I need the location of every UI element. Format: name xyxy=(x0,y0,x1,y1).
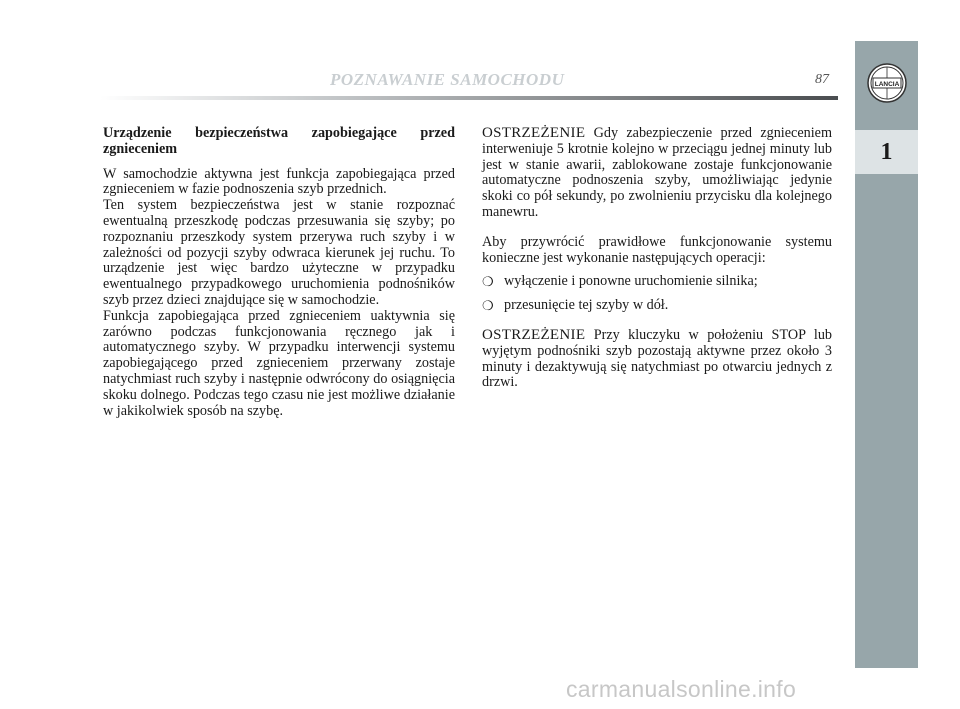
warning-label: OSTRZEŻENIE xyxy=(482,326,586,343)
restore-intro: Aby przywrócić prawidłowe funkcjonowanie systemu konieczne jest wykonanie następujących operacji: xyxy=(482,233,832,266)
list-item-text: przesunięcie tej szyby w dół. xyxy=(504,297,669,314)
warning-block-2 xyxy=(482,328,832,391)
bullet-circle-icon: ❍ xyxy=(482,274,494,290)
list-item xyxy=(482,298,832,314)
lancia-shield-icon xyxy=(865,59,909,109)
page-header-title: POZNAWANIE SAMOCHODU xyxy=(330,70,565,89)
left-column xyxy=(103,126,455,419)
warning-text: Przy kluczyku w położeniu STOP lub wyjętym podnośniki szyb pozostają aktywne przez około 3 minuty i dezaktywują się natychmiast po otwarciu jednych z drzwi. xyxy=(482,326,833,391)
paragraph-intro: W samochodzie aktywna jest funkcja zapobiegająca przed zgnieceniem w fazie podnoszenia szyb przednich. xyxy=(103,165,455,198)
warning-block-1 xyxy=(482,126,832,221)
chapter-number: 1 xyxy=(880,138,893,165)
lancia-logo xyxy=(855,41,918,127)
right-column xyxy=(482,126,832,391)
list-item xyxy=(482,274,832,290)
paragraph-system: Ten system bezpieczeństwa jest w stanie rozpoznać ewentualną przeszkodę podczas przesuwania się szyby; po rozpoznaniu przeszkody system przerywa ruch szyby i w zależności od pozycji szyby odwraca kierunek jej ruchu. To urządzenie jest więc bardzo użyteczne w przypadku ewentualnego przypadkowego uruchomienia podnośników szyb przez dzieci znajdujące się w samochodzie. xyxy=(103,197,455,308)
chapter-side-tab xyxy=(855,41,918,668)
list-item-text: wyłączenie i ponowne uruchomienie silnika; xyxy=(504,273,758,290)
warning-label: OSTRZEŻENIE xyxy=(482,125,586,141)
chapter-indicator xyxy=(855,130,918,174)
page-number: 87 xyxy=(815,72,829,87)
watermark: carmanualsonline.info xyxy=(566,676,797,702)
logo-text: LANCIA xyxy=(874,81,899,88)
warning-text: Gdy zabezpieczenie przed zgnieceniem interweniuje 5 krotnie kolejno w przeciągu jednej minuty lub jest w stanie awarii, zablokowane zostaje funkcjonowanie automatyczne podnoszenia szyby, umożliwiając jedynie skoki co pół sekundy, po zwolnieniu przycisku dla kolejnego manewru. xyxy=(482,125,832,220)
paragraph-function: Funkcja zapobiegająca przed zgnieceniem uaktywnia się zarówno podczas funkcjonowania ręcznego jak i automatycznego szyby. W przypadku interwencji systemu zapobiegającego przed zgnieceniem przerwany zostaje natychmiast ruch szyby i następnie odwrócony do osiągnięcia skoku dolnego. Podczas tego czasu nie jest możliwe działanie w jakikolwiek sposób na szybę. xyxy=(103,307,455,419)
header-rule xyxy=(100,96,838,100)
section-heading: Urządzenie bezpieczeństwa zapobiegające przed zgnieceniem xyxy=(103,125,455,157)
bullet-circle-icon: ❍ xyxy=(482,298,494,314)
